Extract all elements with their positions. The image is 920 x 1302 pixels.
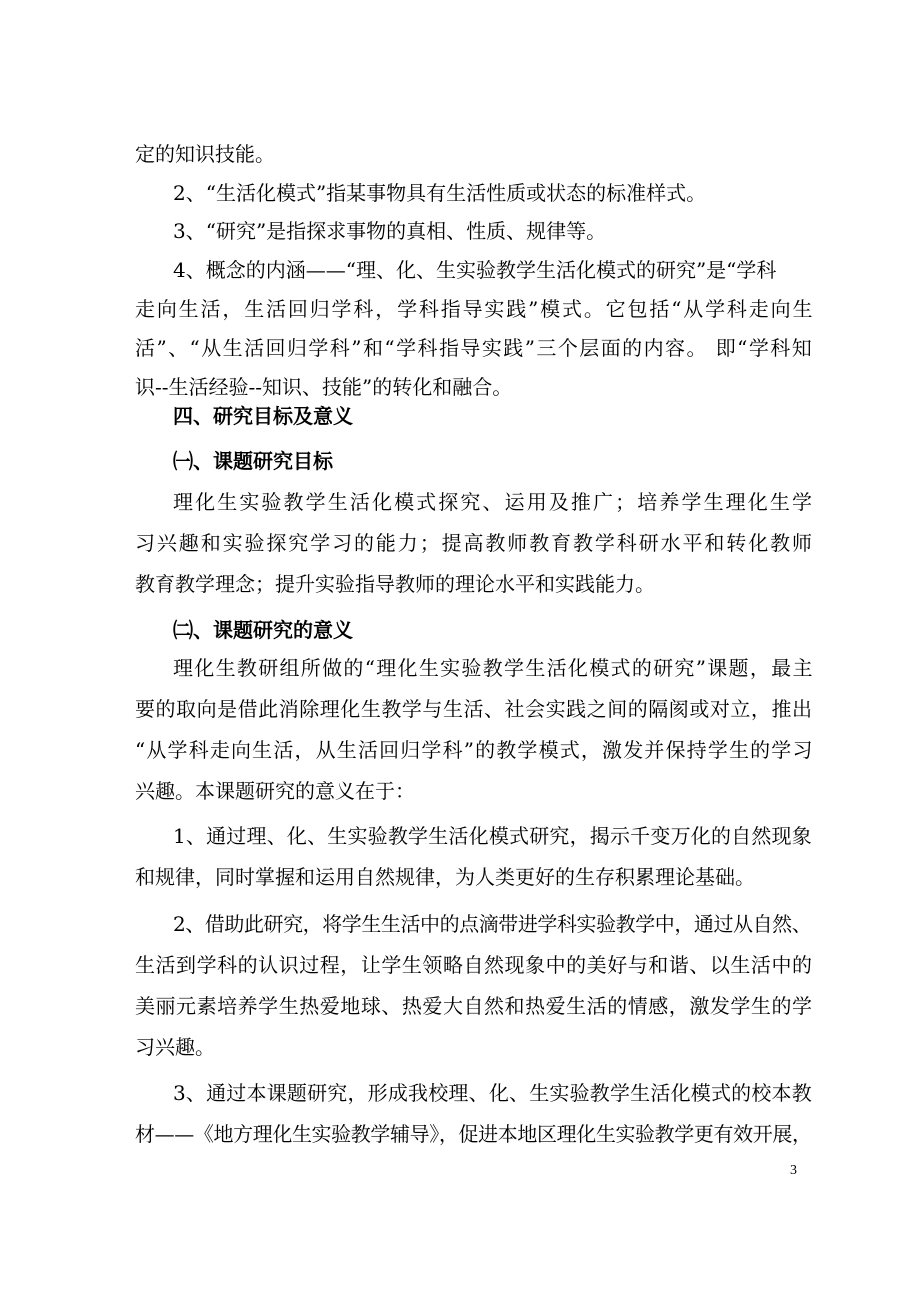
text-line: 2、“生活化模式”指某事物具有生活性质或状态的标准样式。 [173, 181, 707, 205]
text-line: 理化生实验教学生活化模式探究、运用及推广；培养学生理化生学 [173, 490, 815, 514]
text-line: 1、通过理、化、生实验教学生活化模式研究，揭示千变万化的自然现象 [173, 824, 812, 848]
text-line: 生活到学科的认识过程，让学生领略自然现象中的美好与和谐、以生活中的 [135, 953, 813, 977]
section-heading: ㈠、课题研究目标 [173, 449, 333, 473]
section-heading: ㈡、课题研究的意义 [173, 618, 353, 642]
section-heading: 四、研究目标及意义 [173, 404, 353, 428]
text-line: 理化生教研组所做的“理化生实验教学生活化模式的研究”课题，最主 [173, 656, 814, 680]
text-line: 习兴趣和实验探究学习的能力；提高教师教育教学科研水平和转化教师 [135, 531, 814, 555]
text-line: 活”、“从生活回归学科”和“学科指导实践”三个层面的内容。 即“学科知 [135, 336, 814, 360]
text-line: 材——《地方理化生实验教学辅导》，促进本地区理化生实验教学更有效开展， [135, 1122, 812, 1146]
page-number: 3 [790, 1163, 797, 1178]
text-line: 2、借助此研究，将学生生活中的点滴带进学科实验教学中，通过从自然、 [173, 912, 812, 936]
text-line: 和规律，同时掌握和运用自然规律，为人类更好的生存积累理论基础。 [135, 865, 755, 889]
text-line: 走向生活，生活回归学科，学科指导实践”模式。它包括“从学科走向生 [135, 297, 815, 321]
text-line: 3、通过本课题研究，形成我校理、化、生实验教学生活化模式的校本教 [173, 1081, 812, 1105]
text-line: 识--生活经验--知识、技能”的转化和融合。 [135, 375, 513, 399]
text-line: “从学科走向生活，从生活回归学科”的教学模式，激发并保持学生的学习 [135, 738, 814, 762]
text-line: 兴趣。本课题研究的意义在于： [135, 779, 415, 803]
text-line: 美丽元素培养学生热爱地球、热爱大自然和热爱生活的情感，激发学生的学 [135, 994, 813, 1018]
text-line: 要的取向是借此消除理化生教学与生活、社会实践之间的隔阂或对立，推出 [135, 697, 813, 721]
text-line: 习兴趣。 [135, 1035, 215, 1059]
text-line: 定的知识技能。 [135, 142, 275, 166]
text-line: 3、“研究”是指探求事物的真相、性质、规律等。 [173, 219, 607, 243]
text-line: 4、概念的内涵——“理、化、生实验教学生活化模式的研究”是“学科 [173, 258, 777, 282]
text-line: 教育教学理念；提升实验指导教师的理论水平和实践能力。 [135, 572, 655, 596]
